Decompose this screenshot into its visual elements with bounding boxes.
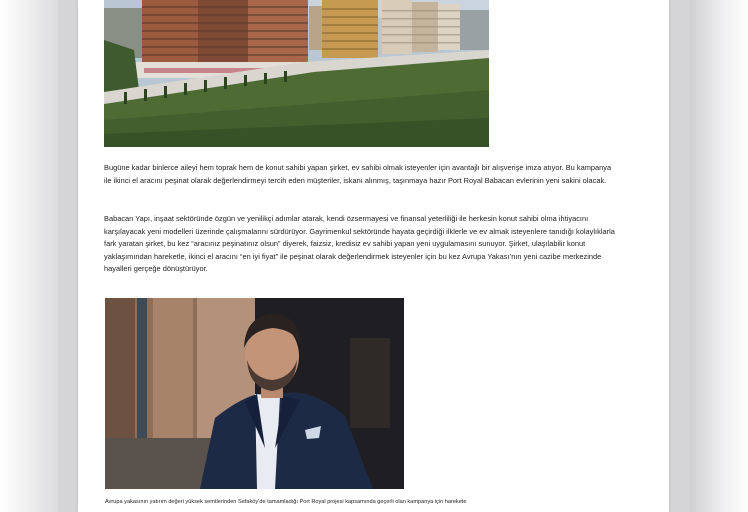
port-royal-buildings-photo (104, 0, 489, 147)
executive-portrait-photo (105, 298, 404, 489)
photo-caption: Avrupa yakasının yatırım değeri yüksek semtlerinden Sefaköy’de tamamladığı Port Royal projesi kapsamında geçerli olan kampanya için harekete (105, 499, 467, 505)
document-page (78, 0, 669, 512)
article-paragraph: Bugüne kadar binlerce aileyi hem toprak hem de konut sahibi yapan şirket, ev sahibi olmak isteyenler için avantajlı bir alışverişe imza atıyor. Bu kampanya ile ikinci el aracını peşinat olarak değerlendirmeyi tercih eden müşteriler, iskanı alınmış, taşınmaya hazır Port Royal Babacan evlerinin yeni sakini olacak. (104, 163, 612, 185)
article-paragraph: Babacan Yapı, inşaat sektöründe özgün ve yenilikçi adımlar atarak, kendi özsermayesi ve finansal yeterliliği ile herkesin konut sahibi olma ihtiyacını karşılayacak yeni modelleri üzerinde çalışmalarını sürdürüyor. Gayrimenkul sektöründe hayata geçirdiği ilklerle ve ev almak isteyenlere tanıdığı kolaylıklarla fark yaratan şirket, bu kez “aracınız peşinatınız olsun” diyerek, faizsiz, kredisiz ev sahibi yapan yeni uygulamasını sunuyor. Şirket, ulaşılabilir konut yaklaşımından hareketle, ikinci el aracını “en iyi fiyat” ile peşinat olarak değerlendirmek isteyenler için bu kez Avrupa Yakası’nın yeni cazibe merkezinde hayalleri gerçeğe dönüştürüyor. (104, 214, 615, 274)
viewer-background-left (0, 0, 58, 512)
viewer-background-right (690, 0, 748, 512)
